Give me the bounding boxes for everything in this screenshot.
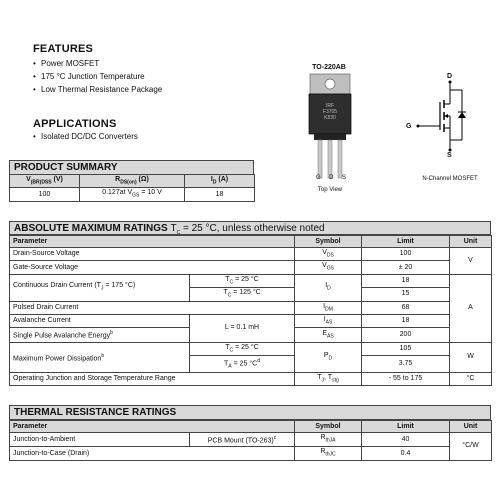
limit-cell: 200 [362, 328, 450, 342]
thermal-table [9, 420, 492, 461]
list-item: • Power MOSFET [33, 57, 162, 70]
limit-cell: 40 [362, 433, 450, 447]
text: = 25 °C [233, 343, 259, 351]
text: b [101, 352, 105, 359]
text: V [322, 262, 327, 270]
symbol-cell [295, 301, 362, 314]
table-row [10, 372, 492, 385]
text: Maximum Power Dissipation [13, 354, 102, 362]
abs-max-condition [170, 223, 324, 234]
text: = 10 V [139, 189, 162, 197]
col-header: Unit [450, 421, 492, 433]
text: V [322, 249, 327, 256]
param-cell [10, 274, 190, 301]
limit-cell: 18 [362, 314, 450, 327]
package-pin-labels [316, 175, 346, 181]
table-row [10, 175, 255, 188]
text: = 125 °C [231, 289, 261, 297]
symbol-cell [295, 447, 362, 460]
text: A [228, 363, 232, 370]
col-header: Unit [450, 236, 492, 248]
abs-max-title [9, 221, 491, 235]
text: I [325, 282, 328, 290]
symbol-cell [295, 274, 362, 301]
symbol-cell [295, 261, 362, 274]
param-cell: Avalanche Current [10, 314, 190, 327]
text: Continuous Drain Current (T [13, 282, 101, 290]
text: C [229, 347, 234, 354]
table-row [10, 236, 492, 248]
unit-cell: W [450, 342, 492, 372]
text: T [225, 275, 230, 283]
package-label: TO-220AB [312, 64, 346, 71]
param-cell: Junction-to-Case (Drain) [10, 447, 295, 460]
text: C [229, 279, 234, 286]
pin-label: S [341, 175, 346, 181]
text: DM [325, 305, 333, 312]
product-summary-table [9, 174, 255, 202]
list-item: • Isolated DC/DC Converters [33, 130, 138, 143]
text: E [322, 329, 327, 337]
text: PCB Mount (TO-263) [207, 437, 274, 445]
list-item: • 175 °C Junction Temperature [33, 70, 162, 83]
table-row [10, 274, 492, 287]
id-header [185, 175, 255, 188]
param-cell: Gate-Source Voltage [10, 261, 295, 274]
limit-cell: - 55 to 175 [362, 372, 450, 385]
condition-cell: L = 0.1 mH [190, 314, 295, 342]
symbol-cell [295, 328, 362, 342]
limit-cell: 0.4 [362, 447, 450, 460]
unit-cell: °C [450, 372, 492, 385]
limit-cell: 3.75 [362, 356, 450, 373]
list-item: • Low Thermal Resistance Package [33, 83, 162, 96]
text: J [100, 285, 104, 292]
text: d [257, 358, 260, 365]
symbol-cell [295, 372, 362, 385]
text: AS [327, 333, 334, 340]
table-row [10, 314, 492, 327]
text: thJA [325, 437, 336, 444]
col-header: Limit [362, 421, 450, 433]
features-heading: FEATURES [33, 43, 94, 55]
text: D [327, 285, 331, 292]
pin-label: D [329, 175, 334, 181]
applications-list [33, 130, 138, 143]
col-header: Parameter [10, 421, 295, 433]
text: b [110, 330, 113, 337]
text: AS [325, 319, 333, 326]
text: (V) [51, 176, 63, 183]
abs-max-table [9, 235, 492, 386]
package-marking-line: F3705 [322, 109, 338, 115]
text: C [176, 230, 181, 236]
limit-cell: 15 [362, 288, 450, 301]
text: R [320, 434, 326, 442]
text: P [323, 352, 329, 360]
package-marking-line: IRF [325, 103, 335, 109]
limit-cell: 68 [362, 301, 450, 314]
text: T [225, 343, 230, 351]
condition-cell [190, 274, 295, 287]
condition-cell [190, 288, 295, 301]
n-channel-mosfet-symbol-icon [408, 72, 478, 162]
col-header: Parameter [10, 236, 295, 248]
text: = 25 °C [233, 275, 259, 283]
param-cell [10, 328, 190, 342]
drain-label: D [447, 73, 453, 80]
text: , T [324, 373, 333, 381]
table-row [10, 188, 255, 201]
applications-heading: APPLICATIONS [33, 118, 117, 130]
text: stg [332, 377, 339, 384]
param-cell: Drain-Source Voltage [10, 248, 295, 261]
text: I [323, 315, 326, 323]
gate-label: G [406, 123, 412, 130]
vbrdss-header [10, 175, 80, 188]
product-summary-title: PRODUCT SUMMARY [9, 160, 254, 175]
text: = 25 °C, unless otherwise noted [180, 223, 325, 234]
table-row [10, 342, 492, 355]
table-row [10, 248, 492, 261]
col-header: Limit [362, 236, 450, 248]
text: T [317, 373, 322, 381]
mosfet-caption: N-Channel MOSFET [422, 176, 478, 182]
limit-cell: 100 [362, 248, 450, 261]
text: GS [326, 265, 334, 272]
symbol-cell [295, 314, 362, 327]
text: (A) [216, 176, 229, 183]
table-row [10, 421, 492, 433]
text: T [223, 289, 228, 297]
text: C [227, 292, 232, 299]
param-cell: Junction-to-Ambient [10, 433, 190, 447]
symbol-cell [295, 248, 362, 261]
param-cell [10, 342, 190, 372]
package-marking-line: K830 [324, 115, 336, 121]
text: 0.127at V [102, 189, 133, 197]
text: GS [132, 192, 140, 199]
top-view-caption: Top View [317, 187, 343, 193]
text: R [115, 176, 121, 183]
symbol-cell [295, 433, 362, 447]
table-row [10, 433, 492, 447]
vbrdss-value: 100 [10, 188, 80, 201]
text: Single Pulse Avalanche Energy [13, 332, 111, 340]
col-header: Symbol [295, 236, 362, 248]
to220-package-image [300, 72, 360, 190]
text: J [321, 377, 325, 384]
unit-cell: V [450, 248, 492, 275]
table-row [10, 447, 492, 460]
rdson-header [80, 175, 185, 188]
condition-cell [190, 356, 295, 373]
text: I [323, 302, 326, 310]
limit-cell: 18 [362, 274, 450, 287]
text: = 175 °C) [103, 282, 136, 290]
text: T [170, 223, 177, 234]
col-header: Symbol [295, 421, 362, 433]
text: c [273, 435, 277, 441]
text: D [328, 355, 333, 362]
text: (BR)DSS [30, 179, 52, 186]
param-cell: Pulsed Drain Current [10, 301, 295, 314]
text: DS(on) [120, 179, 137, 186]
text: I [210, 176, 213, 183]
limit-cell: 105 [362, 342, 450, 355]
table-row [10, 261, 492, 274]
text: D [212, 179, 217, 186]
condition-cell [190, 433, 295, 447]
package-marking [310, 103, 350, 121]
text: = 25 °C [231, 360, 258, 368]
table-row [10, 301, 492, 314]
text: thJC [325, 451, 336, 458]
unit-cell: A [450, 274, 492, 342]
thermal-title: THERMAL RESISTANCE RATINGS [9, 405, 491, 420]
text: T [224, 360, 229, 368]
limit-cell: ± 20 [362, 261, 450, 274]
text: R [320, 448, 326, 456]
rdson-value [80, 188, 185, 201]
source-label: S [447, 152, 452, 159]
text: (Ω) [136, 176, 149, 183]
symbol-cell [295, 342, 362, 372]
id-value: 18 [185, 188, 255, 201]
unit-cell: °C/W [450, 433, 492, 461]
text: DS [326, 252, 334, 259]
text: ABSOLUTE MAXIMUM RATINGS [14, 223, 168, 234]
condition-cell [190, 342, 295, 355]
param-cell: Operating Junction and Storage Temperature Range [10, 372, 295, 385]
features-list [33, 57, 162, 96]
pin-label: G [316, 175, 321, 181]
text: V [26, 176, 31, 183]
